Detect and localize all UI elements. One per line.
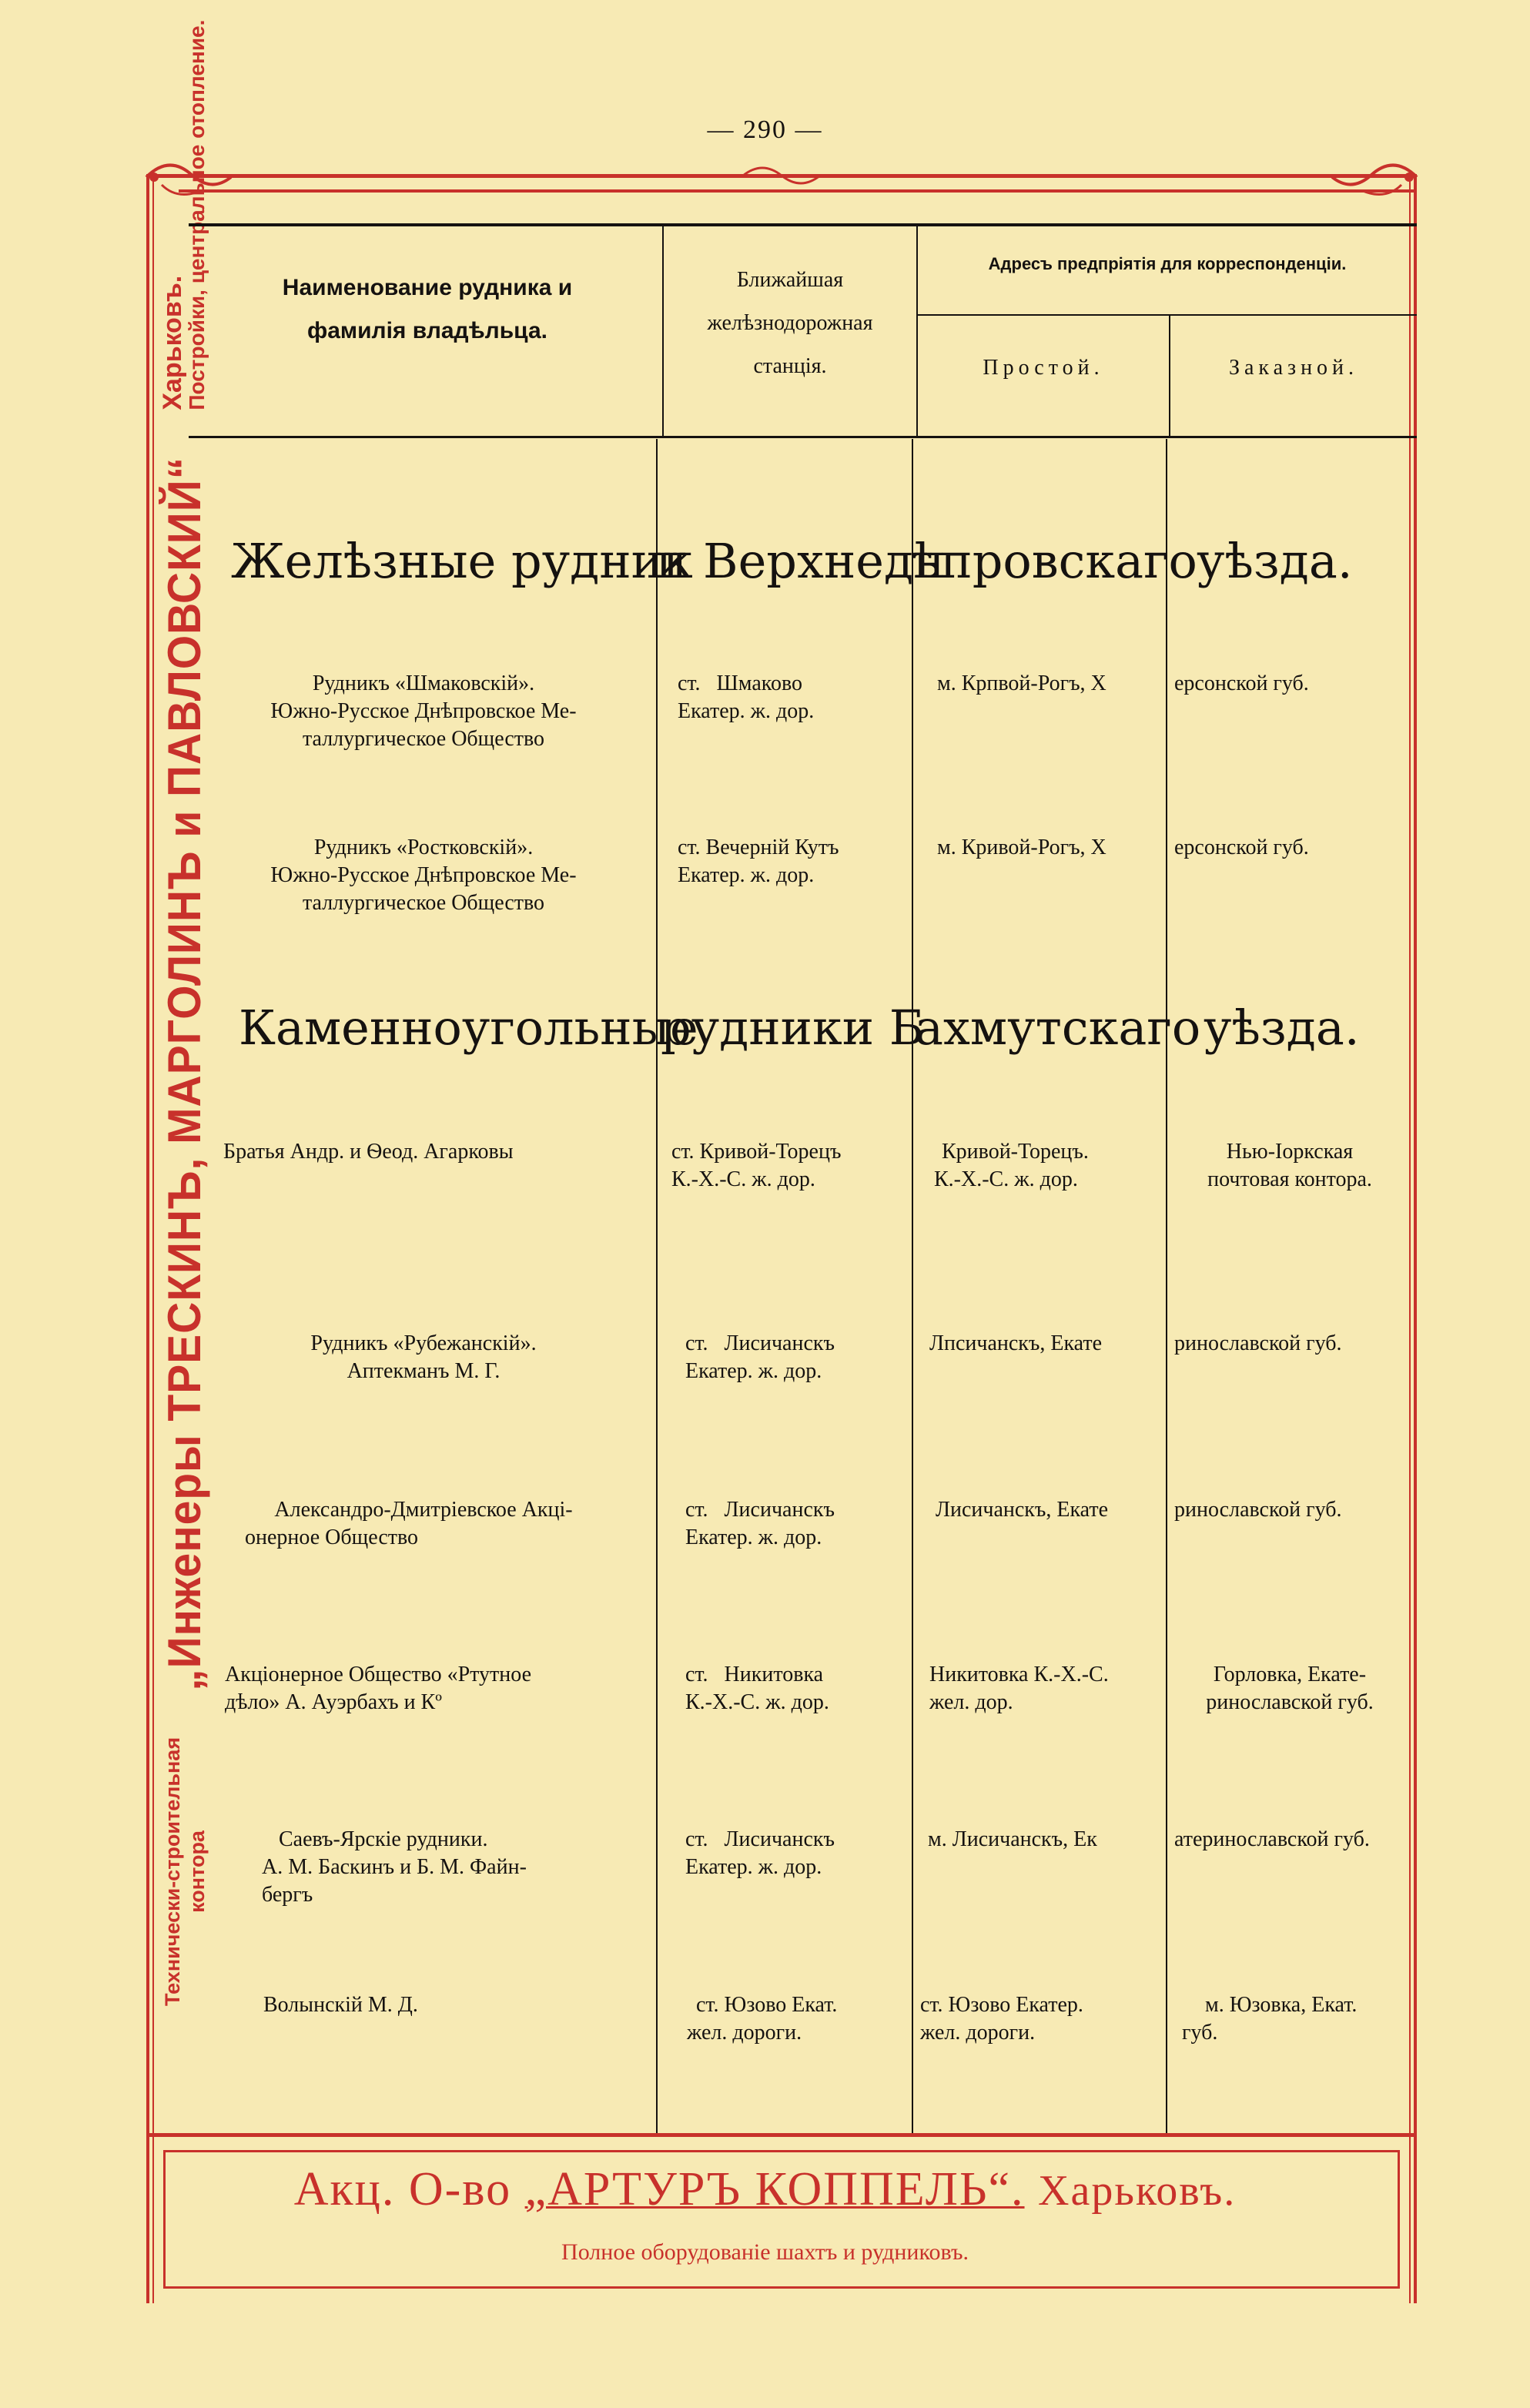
address-line: Нью-Іоркская: [1226, 1140, 1354, 1164]
side-advert-city: Харьковъ.: [157, 275, 187, 410]
address-line: Лисичанскъ, Екате: [936, 1498, 1109, 1522]
header-address-title: Адресъ предпріятія для корреспонденціи.: [988, 254, 1347, 273]
address-line: ст. Юзово Екатер.: [920, 1993, 1083, 2017]
mine-name-line: Рудникъ «Рубежанскій».: [310, 1331, 537, 1355]
section-title-part: Каменноугольные: [239, 1000, 698, 1056]
address-line: ерсонской губ.: [1174, 836, 1309, 859]
simple-address-cell: [920, 1826, 1174, 1854]
header-simple-address: Простой.: [983, 356, 1104, 380]
address-line: Лпсичанскъ, Екате: [929, 1331, 1103, 1355]
table-header-bottom-rule: [189, 436, 1417, 438]
mine-name-line: Рудникъ «Ростковскій».: [313, 836, 534, 859]
address-line: Горловка, Екате-: [1213, 1663, 1367, 1686]
page-number: — 290 —: [707, 116, 823, 144]
station-line: Екатер. ж. дор.: [685, 1855, 822, 1879]
address-line: К.-Х.-С. ж. дор.: [934, 1167, 1078, 1191]
address-line: м. Кривой-Рогъ, Х: [937, 836, 1106, 859]
registered-address-cell: [1174, 1496, 1421, 1524]
header-registered-address: Заказной.: [1228, 356, 1359, 380]
header-station-line-1: Ближайшая: [736, 268, 844, 292]
header-station-line-3: станція.: [753, 354, 827, 378]
mine-name-line: А. М. Баскинъ и Б. М. Файн-: [262, 1855, 527, 1879]
registered-address-cell: [1174, 1661, 1405, 1716]
mine-name-cell: [262, 1826, 662, 1909]
registered-address-cell: [1174, 670, 1421, 698]
simple-address-cell: [920, 1496, 1182, 1524]
top-center-ornament: [739, 160, 824, 191]
address-line: Кривой-Торецъ.: [942, 1140, 1089, 1164]
header-station-line-2: желѣзнодорожная: [707, 311, 873, 335]
address-line: ринославской губ.: [1174, 1331, 1342, 1355]
advert-prefix: Акц. О-во: [293, 2163, 512, 2215]
station-cell: [670, 1330, 932, 1385]
mine-name-line: Южно-Русское Днѣпровское Ме-: [270, 699, 577, 723]
advert-headline: [0, 2162, 1530, 2217]
address-line: ерсонской губ.: [1174, 671, 1309, 695]
station-cell: [670, 1661, 932, 1716]
station-line: Екатер. ж. дор.: [678, 863, 815, 887]
station-line: ст. Шмаково: [678, 671, 802, 695]
table-top-rule: [189, 223, 1417, 226]
mine-name-line: бергъ: [262, 1883, 313, 1907]
station-cell: [670, 1496, 932, 1552]
mine-name-line: Рудникъ «Шмаковскій».: [312, 671, 535, 695]
section-title-iron-mines: [231, 533, 1353, 589]
station-line: жел. дороги.: [687, 2021, 802, 2045]
section-title-part: уѣзда.: [1197, 533, 1353, 589]
address-line: м. Крпвой-Рогъ, Х: [937, 671, 1106, 695]
station-line: К.-Х.-С. ж. дор.: [685, 1690, 829, 1714]
simple-address-cell: [920, 1661, 1176, 1716]
simple-address-cell: [920, 834, 1183, 862]
registered-address-cell: [1174, 1138, 1405, 1194]
advert-company-name: „АРТУРЪ КОППЕЛЬ“.: [524, 2163, 1025, 2215]
side-advert-line-2: контора: [185, 1830, 209, 1913]
mine-name-cell: [223, 1138, 624, 1166]
address-subheader-rule: [916, 314, 1417, 316]
station-line: ст. Лисичанскъ: [685, 1498, 835, 1522]
mine-name-cell: [223, 1330, 624, 1385]
section-title-part: уѣзда.: [1204, 1000, 1360, 1056]
station-line: Екатер. ж. дор.: [685, 1526, 822, 1549]
mine-name-cell: [225, 1661, 625, 1716]
section-title-part: рудники Б: [661, 1000, 925, 1056]
header-mine-name-line-1: Наименование рудника и: [282, 275, 573, 300]
station-line: ст. Никитовка: [685, 1663, 824, 1686]
address-line: губ.: [1182, 2021, 1218, 2045]
section-title-part: и Верхнедн: [656, 533, 946, 589]
mine-name-cell: [223, 1496, 624, 1552]
section-title-coal-mines: [239, 1000, 1360, 1056]
section-title-part: Желѣзные рудник: [231, 533, 693, 589]
station-line: Екатер. ж. дор.: [685, 1359, 822, 1383]
station-line: ст. Юзово Екат.: [696, 1993, 838, 2017]
mine-name-line: Южно-Русское Днѣпровское Ме-: [270, 863, 577, 887]
station-cell: [670, 834, 924, 889]
header-mine-name-line-2: фамилія владѣльца.: [306, 318, 548, 343]
address-line: м. Лисичанскъ, Ек: [928, 1827, 1097, 1851]
mine-name-line: таллургическое Общество: [302, 891, 545, 915]
frame-left-border: [146, 174, 154, 2303]
mine-name-line: Саевъ-Ярскіе рудники.: [279, 1827, 488, 1851]
mine-name-line: таллургическое Общество: [302, 727, 545, 751]
header-mine-name: [193, 266, 662, 353]
simple-address-cell: [920, 1330, 1176, 1358]
address-line: атеринославской губ.: [1174, 1827, 1370, 1851]
address-line: почтовая контора.: [1207, 1167, 1372, 1191]
mine-name-line: дѣло» А. Ауэрбахъ и Кº: [225, 1690, 442, 1714]
station-cell: [670, 1826, 932, 1881]
side-advert-services: Постройки, центральное отопление.: [184, 19, 209, 410]
address-line: ринославской губ.: [1174, 1498, 1342, 1522]
simple-address-cell: [920, 1138, 1180, 1194]
registered-address-cell: [1174, 834, 1421, 862]
mine-name-cell: [223, 834, 624, 917]
registered-address-cell: [1174, 1991, 1428, 2047]
station-line: Екатер. ж. дор.: [678, 699, 815, 723]
section-title-part: ѣпровскаго: [912, 533, 1197, 589]
address-line: ринославской губ.: [1206, 1690, 1374, 1714]
simple-address-cell: [920, 670, 1183, 698]
address-line: жел. дор.: [929, 1690, 1013, 1714]
side-advert-company: „Инженеры ТРЕСКИНЪ, МАРГОЛИНЪ и ПАВЛОВСКИЙ“: [159, 456, 210, 1691]
station-line: ст. Лисичанскъ: [685, 1827, 835, 1851]
side-advert-line-1: Технически-строительная: [160, 1737, 184, 2006]
registered-address-cell: [1174, 1330, 1421, 1358]
mine-name-line: Аптекманъ М. Г.: [347, 1359, 501, 1383]
station-line: ст. Лисичанскъ: [685, 1331, 835, 1355]
station-cell: [670, 1138, 918, 1194]
header-station: [664, 259, 916, 388]
mine-name-line: Александро-Дмитріевское Акці-: [274, 1498, 573, 1522]
station-line: ст. Кривой-Торецъ: [671, 1140, 842, 1164]
station-line: К.-Х.-С. ж. дор.: [671, 1167, 815, 1191]
mine-name-line: Волынскій М. Д.: [263, 1993, 418, 2017]
side-advert: [157, 19, 211, 2006]
station-line: ст. Вечерній Кутъ: [678, 836, 839, 859]
address-line: м. Юзовка, Екат.: [1205, 1993, 1358, 2017]
mine-name-line: Братья Андр. и Ѳеод. Агарковы: [223, 1140, 514, 1164]
advert-city: Харьковъ.: [1038, 2167, 1237, 2215]
mine-name-cell: [223, 670, 624, 753]
section-title-part: ахмутскаго: [915, 1000, 1201, 1056]
station-cell: [670, 1991, 933, 2047]
simple-address-cell: [920, 1991, 1167, 2047]
mine-name-line: онерное Общество: [245, 1526, 419, 1549]
mine-name-cell: [263, 1991, 664, 2019]
side-advert-office-label: [160, 1737, 209, 2006]
station-cell: [670, 670, 924, 725]
advert-subtitle: Полное оборудованіе шахтъ и рудниковъ.: [561, 2239, 969, 2265]
address-line: Никитовка К.-Х.-С.: [929, 1663, 1109, 1686]
registered-address-cell: [1174, 1826, 1421, 1854]
address-line: жел. дороги.: [920, 2021, 1036, 2045]
mine-name-line: Акціонерное Общество «Ртутное: [225, 1663, 532, 1686]
